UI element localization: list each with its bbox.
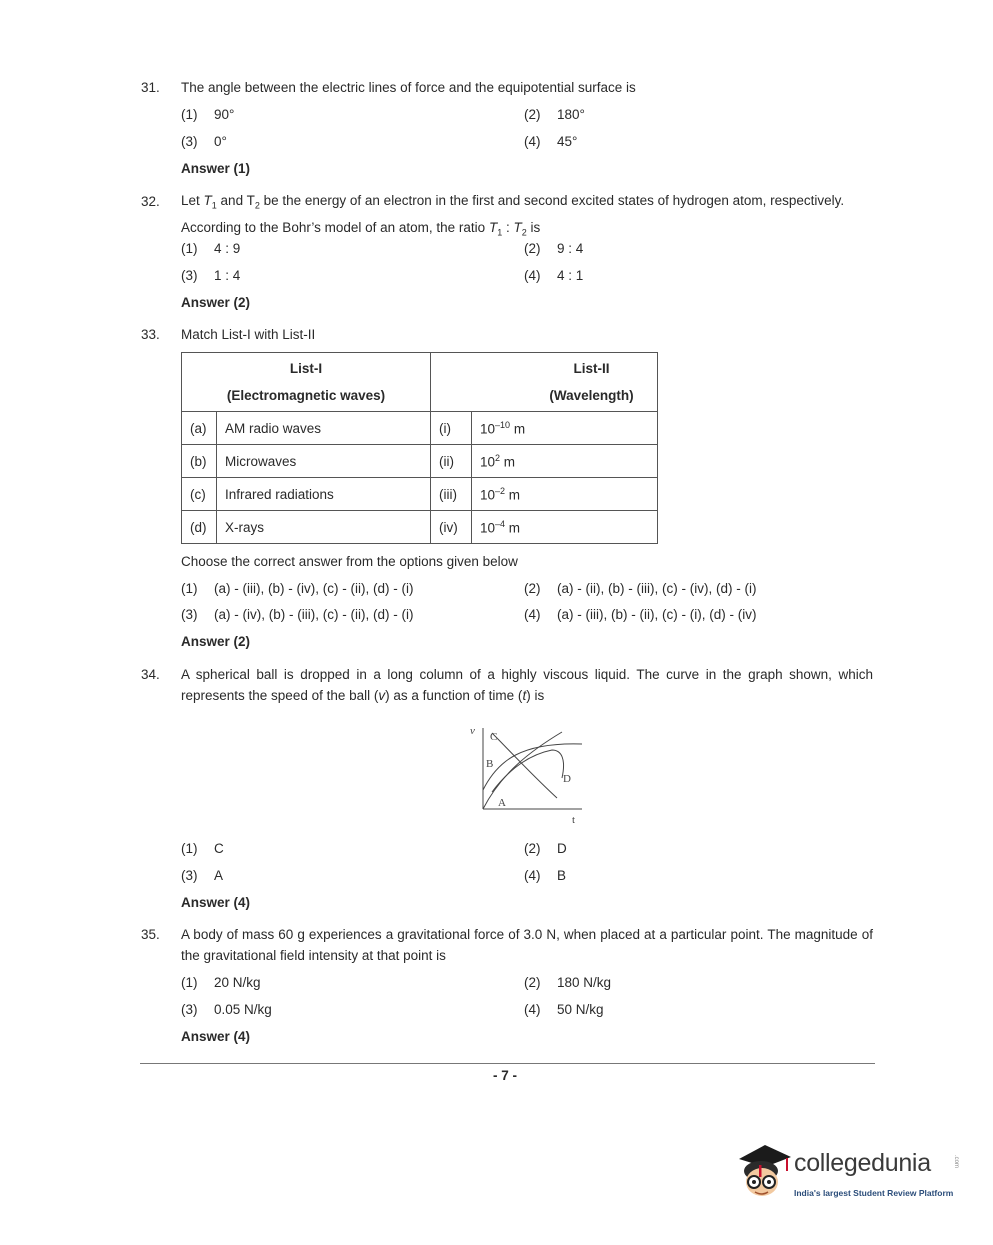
q33-answer: Answer (2) <box>181 634 251 649</box>
curve-d <box>492 750 564 792</box>
velocity-time-graph <box>462 720 592 832</box>
table-row: (d) X-rays (iv) $10^{-4}$ m <box>182 511 658 544</box>
match-table-header <box>182 353 658 412</box>
curve-label-a: A <box>498 797 506 809</box>
q34-option-1: (1) C <box>181 841 224 856</box>
q35-option-1: (1) 20 N/kg <box>181 975 261 990</box>
question-34-text: A spherical ball is dropped in a long column of a highly viscous liquid. The curve in the graph shown, which represents the speed of the ball (v) as a function of time (t) is <box>181 667 873 703</box>
curve-label-c: C <box>490 731 498 743</box>
q32-answer: Answer (2) <box>181 295 251 310</box>
q35-option-4: (4) 50 N/kg <box>524 1002 604 1017</box>
q32-option-4: (4) 4 : 1 <box>524 268 584 283</box>
brand-tagline: India's largest Student Review Platform <box>794 1188 954 1198</box>
q35-option-2: (2) 180 N/kg <box>524 975 612 990</box>
question-35-number: 35. <box>141 927 160 942</box>
q31-option-2: (2) 180° <box>524 107 585 122</box>
curve-label-d: D <box>563 773 571 785</box>
q32-option-3: (3) 1 : 4 <box>181 268 241 283</box>
q31-option-1: (1) 90° <box>181 107 235 122</box>
q33-option-4: (4) (a) - (iii), (b) - (ii), (c) - (i), (d) - (iv) <box>524 607 757 622</box>
q35-option-3: (3) 0.05 N/kg <box>181 1002 272 1017</box>
q32-option-2: (2) 9 : 4 <box>524 241 584 256</box>
q35-answer: Answer (4) <box>181 1029 251 1044</box>
brand-suffix: .com <box>953 1155 959 1169</box>
collegedunia-logo <box>735 1135 960 1210</box>
table-row: (a) AM radio waves (i) $10^{-10}$ m <box>182 412 658 445</box>
table-row: (c) Infrared radiations (iii) $10^{-2}$ m <box>182 478 658 511</box>
axis-label-t: t <box>572 814 576 826</box>
q31-option-3: (3) 0° <box>181 134 227 149</box>
question-32-text <box>181 190 873 243</box>
question-33-text: Match List-I with List-II <box>181 327 316 342</box>
q33-option-2: (2) (a) - (ii), (b) - (iii), (c) - (iv), (d) - (i) <box>524 581 757 596</box>
question-33-number: 33. <box>141 327 160 342</box>
q33-prompt: Choose the correct answer from the options given below <box>181 554 518 569</box>
q32-option-1: (1) 4 : 9 <box>181 241 241 256</box>
axis-label-v: v <box>470 725 475 737</box>
footer-divider <box>140 1063 875 1064</box>
q34-option-4: (4) B <box>524 868 567 883</box>
question-35-text: A body of mass 60 g experiences a gravitational force of 3.0 N, when placed at a particular point. The magnitude of the gravitational field intensity at that point is <box>181 927 873 963</box>
table-row: (b) Microwaves (ii) $10^2$ m <box>182 445 658 478</box>
list-2-header: List-II (Wavelength) <box>431 353 658 412</box>
mascot-icon <box>735 1137 793 1203</box>
q34-answer: Answer (4) <box>181 895 251 910</box>
curve-c <box>492 733 557 798</box>
curve-label-b: B <box>486 758 494 770</box>
q31-answer: Answer (1) <box>181 161 251 176</box>
question-31-text: The angle between the electric lines of force and the equipotential surface is <box>181 80 636 95</box>
q33-option-3: (3) (a) - (iv), (b) - (iii), (c) - (ii), (d) - (i) <box>181 607 414 622</box>
page-number: - 7 - <box>492 1068 517 1083</box>
question-32-number: 32. <box>141 194 160 209</box>
q32-line-1: Let $T_1$ and $T_2$ be the energy of an electron in the first and second excited states of hydrogen atom, respectively. <box>181 193 845 211</box>
match-table <box>181 352 658 544</box>
q34-option-2: (2) D <box>524 841 567 856</box>
question-34-number: 34. <box>141 667 160 682</box>
q34-option-3: (3) A <box>181 868 224 883</box>
q33-option-1: (1) (a) - (iii), (b) - (iv), (c) - (ii), (d) - (i) <box>181 581 414 596</box>
q32-line-2: According to the Bohr’s model of an atom, the ratio $T_1$ : $T_2$ is <box>181 219 541 238</box>
brand-name: collegedunia <box>794 1149 931 1177</box>
q31-option-4: (4) 45° <box>524 134 578 149</box>
question-31-number: 31. <box>141 80 160 95</box>
curve-a <box>483 732 562 809</box>
list-1-header: List-I (Electromagnetic waves) <box>182 353 431 412</box>
